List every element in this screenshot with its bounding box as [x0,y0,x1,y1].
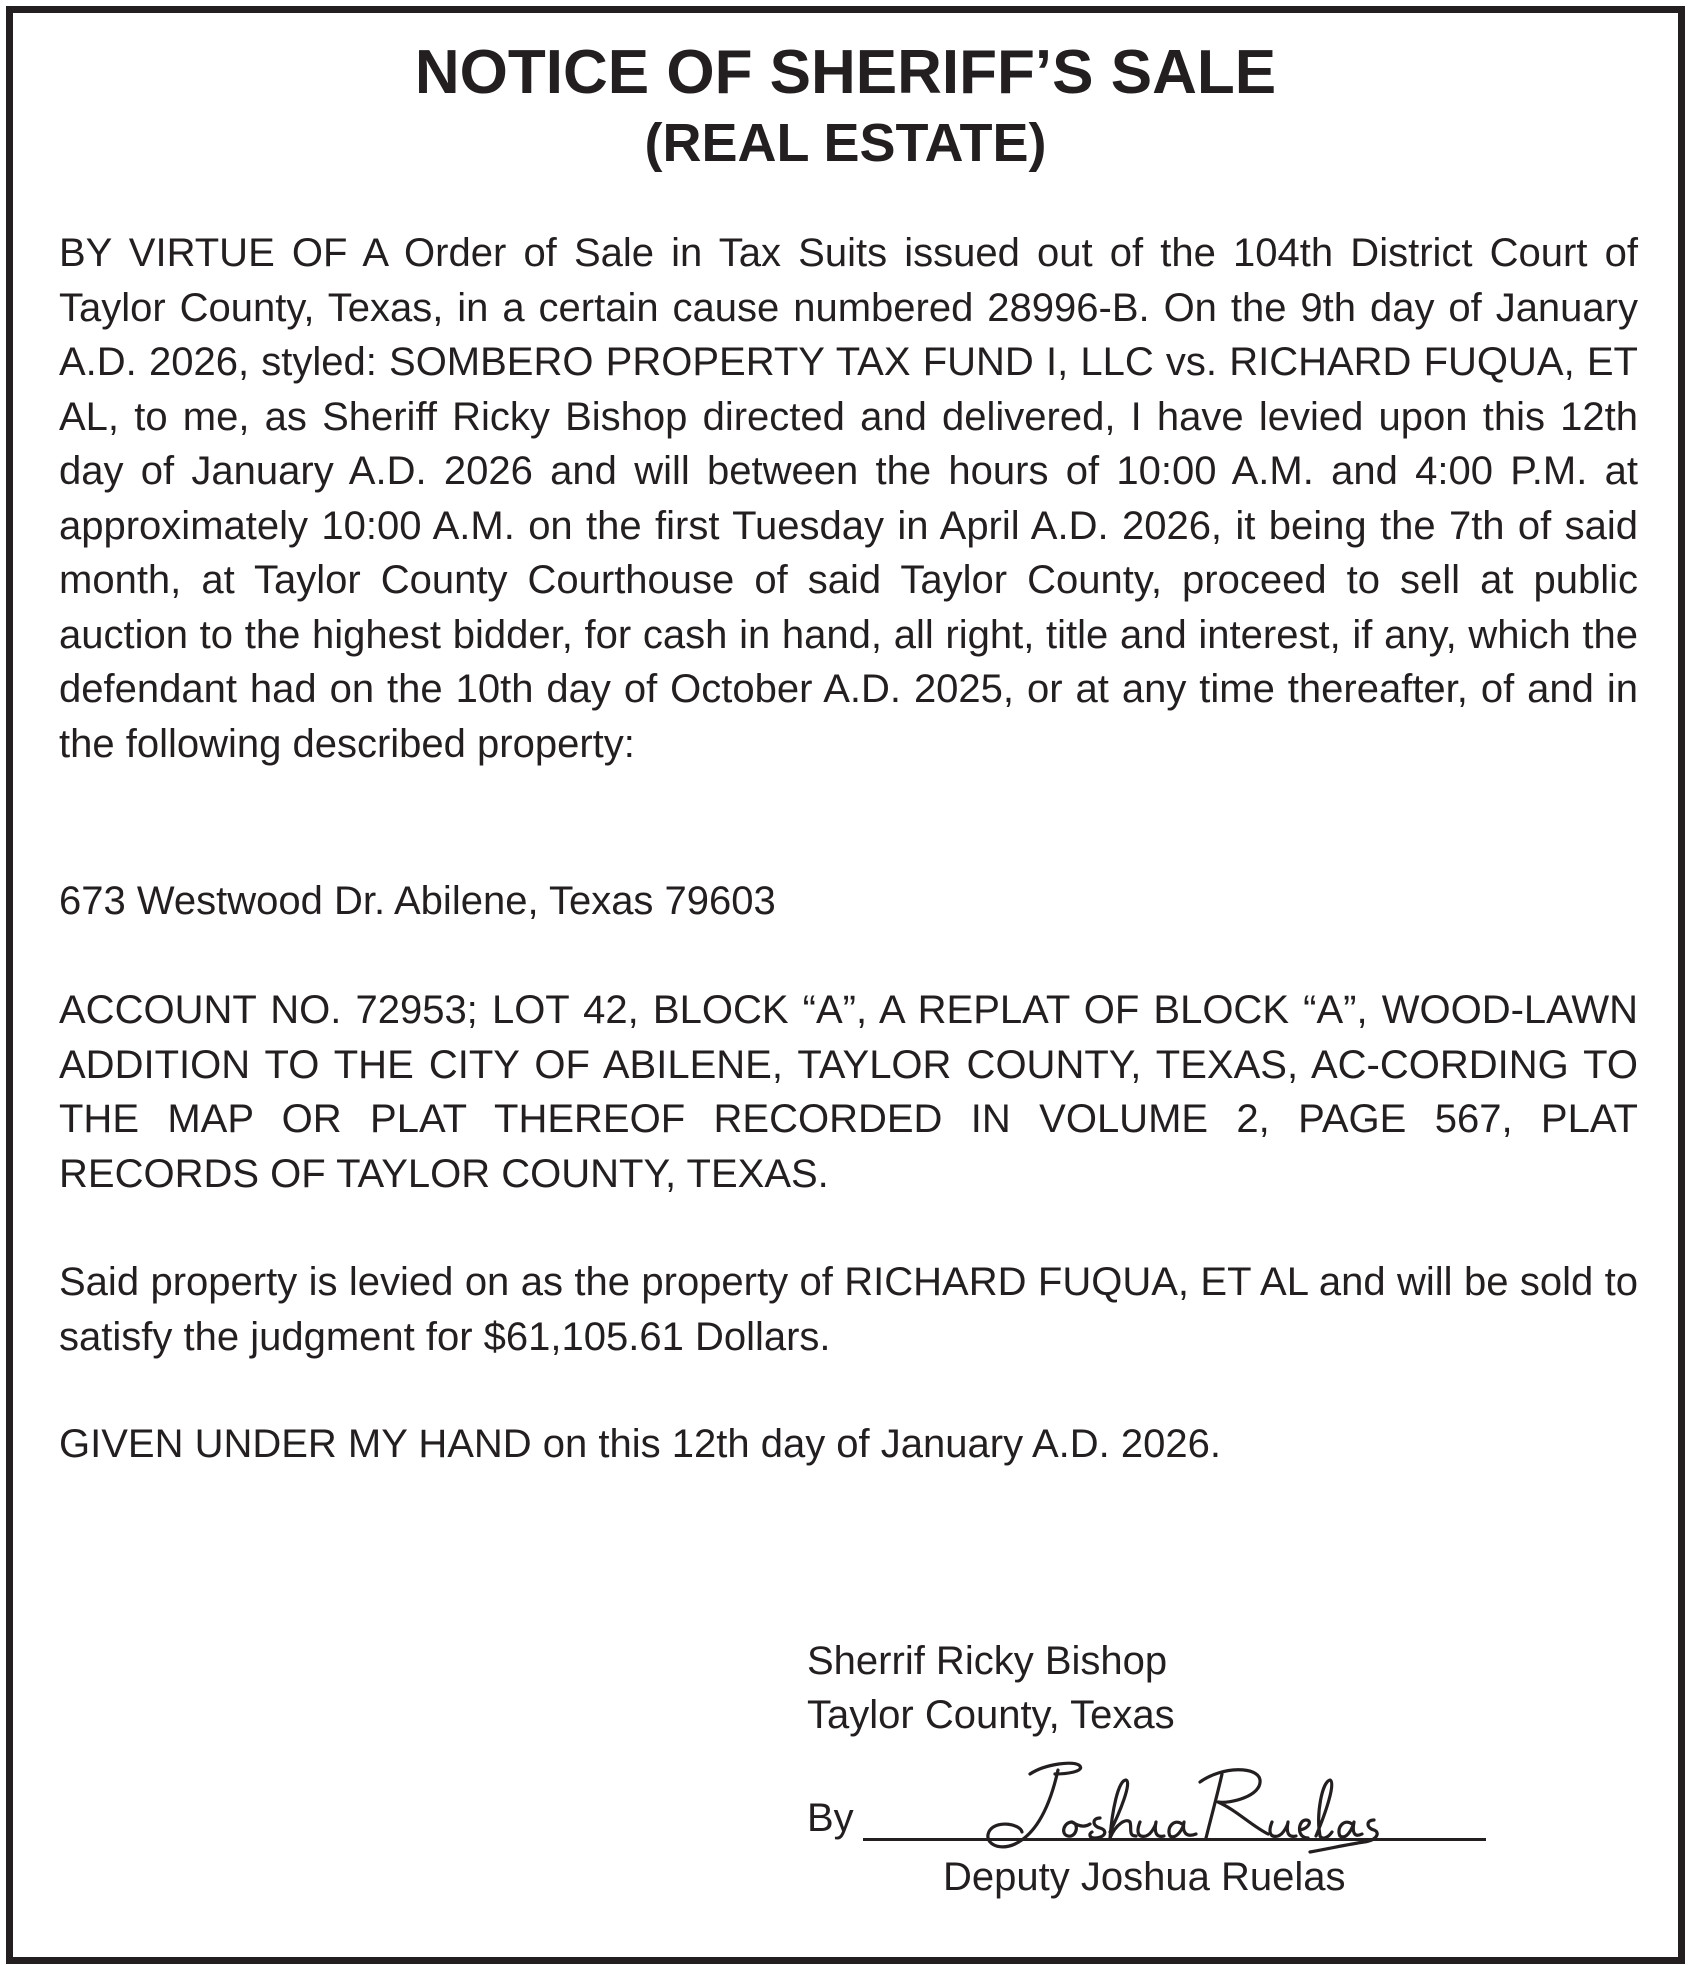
sheriff-county: Taylor County, Texas [807,1693,1175,1737]
handwritten-signature [960,1752,1380,1862]
notice-title: NOTICE OF SHERIFF’S SALE [414,38,1277,107]
notice-body-paragraph: BY VIRTUE OF A Order of Sale in Tax Suits issued out of the 104th District Court of Taylor County, Texas, in a certain cause numbered 28996-B. On the 9th day of January A.D. 2026, styled: SOMBERO PROPERTY TAX FUND I, LLC vs. RICHARD FUQUA, ET AL, to me, as Sheriff Ricky Bishop directed and delivered, I have levied upon this 12th day of January A.D. 2026 and will between the hours of 10:00 A.M. and 4:00 P.M. at approximately 10:00 A.M. on the first Tuesday in April A.D. 2026, it being the 7th of said month, at Taylor County Courthouse of said Taylor County, proceed to sell at public auction to the highest bidder, for cash in hand, all right, title and interest, if any, which the defendant had on the 10th day of October A.D. 2025, or at any time thereafter, of and in the following described property: [59,231,1638,766]
legal-description: ACCOUNT NO. 72953; LOT 42, BLOCK “A”, A REPLAT OF BLOCK “A”, WOOD-LAWN ADDITION TO THE CITY OF ABILENE, TAYLOR COUNTY, TEXAS, AC-CORDING TO THE MAP OR PLAT THEREOF RECORDED IN VOLUME 2, PAGE 567, PLAT RECORDS OF TAYLOR COUNTY, TEXAS. [59,988,1638,1196]
by-label: By [807,1796,854,1840]
levy-statement: Said property is levied on as the property of RICHARD FUQUA, ET AL and will be sold to satisfy the judgment for $61,105.61 Dollars. [59,1260,1638,1359]
sheriff-name: Sherrif Ricky Bishop [807,1639,1168,1683]
property-address: 673 Westwood Dr. Abilene, Texas 79603 [59,879,776,923]
notice-subtitle: (REAL ESTATE) [644,113,1047,173]
deputy-name: Deputy Joshua Ruelas [943,1855,1346,1899]
given-under-hand: GIVEN UNDER MY HAND on this 12th day of January A.D. 2026. [59,1422,1221,1466]
